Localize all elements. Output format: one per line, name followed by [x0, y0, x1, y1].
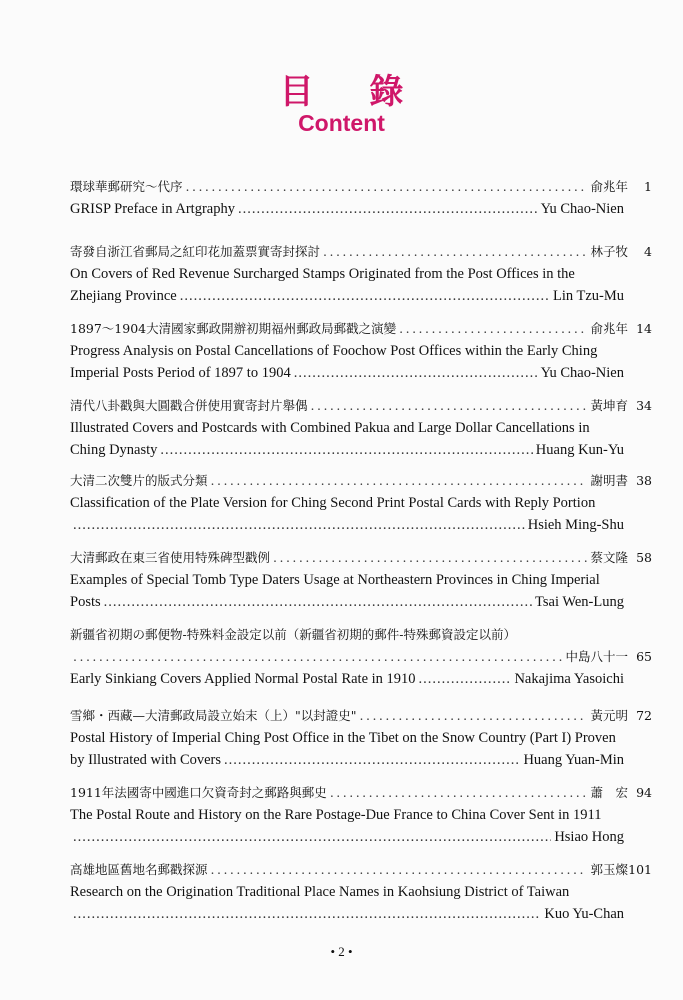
toc-entry[interactable] [70, 624, 652, 690]
toc-entry-chinese-author: 俞兆年 [590, 179, 628, 194]
toc-entry-chinese-author: 謝明書 [590, 473, 628, 488]
toc-entry-english-title: On Covers of Red Revenue Surcharged Stamps Originated from the Post Offices in the [70, 266, 575, 282]
toc-entry-chinese-line [70, 705, 652, 727]
toc-entry-english-title: The Postal Route and History on the Rare Postage-Due France to China Cover Sent in 1911 [70, 807, 602, 823]
toc-entry[interactable] [70, 241, 652, 307]
toc-entry-chinese-title: 1911年法國寄中國進口欠資奇封之郵路與郵史 [70, 785, 327, 800]
toc-entry-chinese-author: 林子牧 [590, 244, 628, 259]
toc-entry[interactable] [70, 470, 652, 536]
toc-entry-chinese-line [70, 176, 652, 198]
toc-entry-chinese-line [70, 782, 652, 804]
dot-leader [211, 470, 588, 492]
toc-entry[interactable] [70, 782, 652, 848]
toc-entry-english-author: Nakajima Yasoichi [514, 671, 624, 687]
toc-entry-chinese-line [70, 318, 652, 340]
toc-entry-english-title: Postal History of Imperial Ching Post Office in the Tibet on the Snow Country (Part I) Proven [70, 730, 616, 746]
toc-entry-page-number[interactable]: 14 [636, 321, 652, 336]
toc-entry[interactable] [70, 395, 652, 461]
dot-leader [73, 903, 541, 925]
toc-entry-english-author: Lin Tzu-Mu [552, 288, 624, 304]
toc-entry-chinese-line [70, 395, 652, 417]
toc-entry[interactable] [70, 859, 652, 925]
toc-entry-english-author: Huang Kun-Yu [535, 442, 624, 458]
toc-entry-english-title: Early Sinkiang Covers Applied Normal Postal Rate in 1910 [70, 671, 416, 687]
toc-entry-english-author: Yu Chao-Nien [540, 201, 624, 217]
dot-leader [294, 362, 538, 384]
toc-entry-english-line [70, 903, 652, 925]
dot-leader [323, 241, 587, 263]
toc-entry-english-title: Posts [70, 594, 101, 610]
toc-entry-chinese-title: 大清二次雙片的版式分類 [70, 473, 208, 488]
toc-entry-chinese-title: 大清郵政在東三省使用特殊碑型戳例 [70, 550, 271, 565]
toc-entry[interactable] [70, 547, 652, 613]
toc-entry[interactable] [70, 705, 652, 771]
toc-entry-chinese-title: 寄發自浙江省郵局之紅印花加蓋票實寄封探討 [70, 244, 321, 259]
toc-entry-chinese-author: 蕭 宏 [590, 785, 628, 800]
toc-entry-chinese-line [70, 646, 652, 668]
toc-entry-english-author: Kuo Yu-Chan [544, 906, 624, 922]
toc-entry-chinese-author: 郭玉燦 [590, 862, 628, 877]
dot-leader [104, 591, 532, 613]
toc-entry-chinese-title: 高雄地區舊地名郵戳探源 [70, 862, 208, 877]
toc-entry-chinese-title: 雪鄉・西藏—大清郵政局設立始末（上）"以封證史" [70, 708, 357, 723]
toc-entry-english-title: Examples of Special Tomb Type Daters Usage at Northeastern Provinces in Ching Imperial [70, 572, 600, 588]
toc-entry-page-number[interactable]: 65 [636, 649, 652, 664]
toc-entry-english-title: Classification of the Plate Version for Ching Second Print Postal Cards with Reply Portion [70, 495, 596, 511]
dot-leader [160, 439, 532, 461]
toc-entry-english-title: Research on the Origination Traditional Place Names in Kaohsiung District of Taiwan [70, 884, 570, 900]
toc-entry-english-title: GRISP Preface in Artgraphy [70, 201, 235, 217]
toc-entry-page-number[interactable]: 101 [628, 862, 652, 877]
toc-entry-page-number[interactable]: 4 [644, 244, 652, 259]
toc-entry-english-line [70, 749, 652, 771]
toc-entry-english-line [70, 439, 652, 461]
toc-entry[interactable] [70, 176, 652, 220]
toc-entry-english-author: Huang Yuan-Min [523, 752, 624, 768]
toc-entry-chinese-author: 俞兆年 [590, 321, 628, 336]
dot-leader [419, 668, 512, 690]
toc-entry-english-author: Yu Chao-Nien [540, 365, 624, 381]
toc-entry-chinese-line [70, 470, 652, 492]
toc-entry-english-line [70, 285, 652, 307]
toc-entry-english-line [70, 591, 652, 613]
toc-entry-english-line [70, 826, 652, 848]
toc-entry-chinese-line [70, 241, 652, 263]
page-title-chinese: 目 錄 [279, 72, 426, 112]
toc-entry-chinese-line [70, 859, 652, 881]
toc-entry-chinese-author: 黃元明 [590, 708, 628, 723]
toc-entry-page-number[interactable]: 72 [636, 708, 652, 723]
toc-entry-english-title: Zhejiang Province [70, 288, 177, 304]
dot-leader [73, 514, 525, 536]
toc-entry-english-title: Ching Dynasty [70, 442, 158, 458]
toc-entry-chinese-line [70, 547, 652, 569]
dot-leader [273, 547, 587, 569]
toc-entry-chinese-author: 中島八十一 [565, 649, 628, 664]
toc-entry-english-title: Imperial Posts Period of 1897 to 1904 [70, 365, 291, 381]
page-number: • 2 • [330, 944, 353, 959]
dot-leader [360, 705, 588, 727]
toc-entry-english-title: Illustrated Covers and Postcards with Combined Pakua and Large Dollar Cancellations in [70, 420, 590, 436]
dot-leader [238, 198, 538, 220]
toc-entry-english-line [70, 198, 652, 220]
toc-entry-chinese-author: 蔡文隆 [590, 550, 628, 565]
dot-leader [330, 782, 588, 804]
page-title-english: Content [298, 110, 385, 136]
dot-leader [180, 285, 550, 307]
toc-entry-english-title: Progress Analysis on Postal Cancellations of Foochow Post Offices within the Early Ching [70, 343, 598, 359]
toc-entry-page-number[interactable]: 38 [636, 473, 652, 488]
toc-entry-chinese-title: 環球華郵研究～代序 [70, 179, 183, 194]
toc-entry-english-title: by Illustrated with Covers [70, 752, 222, 768]
toc-entry[interactable] [70, 318, 652, 384]
dot-leader [399, 318, 587, 340]
toc-entry-english-author: Hsieh Ming-Shu [527, 517, 624, 533]
dot-leader [73, 826, 551, 848]
toc-entry-english-line [70, 668, 652, 690]
toc-entry-chinese-title: 1897～1904大清國家郵政開辦初期福州郵政局郵戳之演變 [70, 321, 397, 336]
toc-entry-page-number[interactable]: 1 [644, 179, 652, 194]
toc-entry-english-author: Tsai Wen-Lung [535, 594, 624, 610]
toc-entry-english-author: Hsiao Hong [554, 829, 624, 845]
toc-entry-chinese-title: 新疆省初期の郵便物-特殊料金設定以前（新疆省初期的郵件-特殊郵資設定以前） [70, 627, 516, 642]
dot-leader [211, 859, 588, 881]
toc-entry-page-number[interactable]: 34 [636, 398, 652, 413]
dot-leader [224, 749, 520, 771]
dot-leader [73, 646, 562, 668]
toc-entry-page-number[interactable]: 94 [636, 785, 652, 800]
toc-entry-english-line [70, 514, 652, 536]
toc-entry-chinese-author: 黃坤育 [590, 398, 628, 413]
dot-leader [311, 395, 588, 417]
toc-entry-chinese-title: 清代八卦戳與大圓戳合併使用實寄封片舉偶 [70, 398, 308, 413]
toc-entry-page-number[interactable]: 58 [636, 550, 652, 565]
dot-leader [186, 176, 588, 198]
toc-entry-english-line [70, 362, 652, 384]
